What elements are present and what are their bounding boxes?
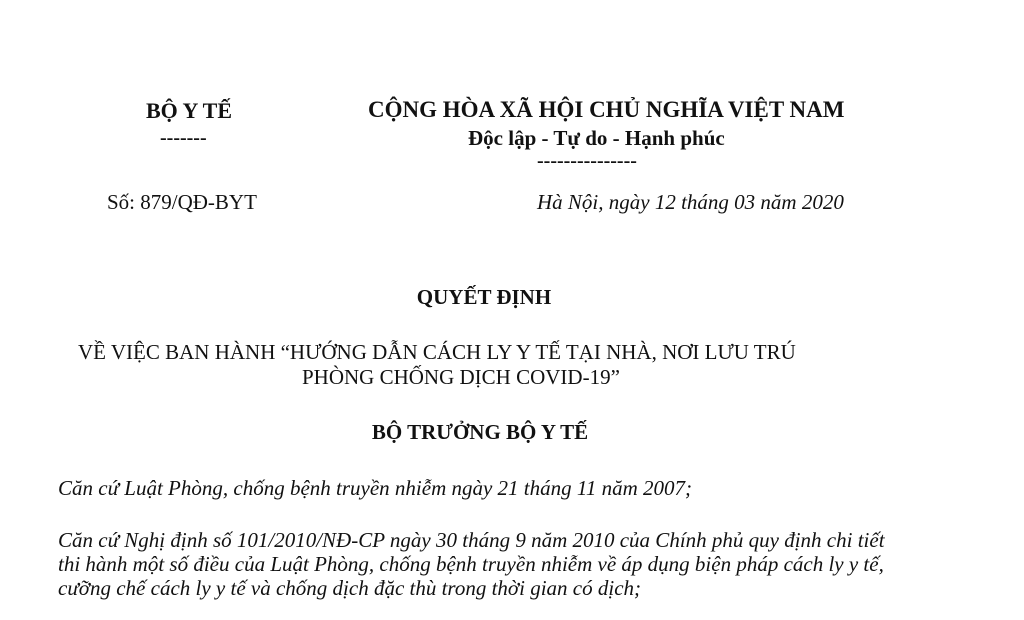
national-motto: Độc lập - Tự do - Hạnh phúc — [468, 126, 725, 150]
subject-line-1: VỀ VIỆC BAN HÀNH “HƯỚNG DẪN CÁCH LY Y TẾ TẠI NHÀ, NƠI LƯU TRÚ — [78, 340, 796, 364]
legal-basis-2: Căn cứ Nghị định số 101/2010/NĐ-CP ngày 30 tháng 9 năm 2010 của Chính phủ quy định chi tiết thi hành một số điều của Luật Phòng, chống bệnh truyền nhiễm về áp dụng biện pháp cách ly y tế, cưỡng chế cách ly y tế và chống dịch đặc thù trong thời gian có dịch; — [58, 528, 885, 600]
ministry-separator: ------- — [160, 127, 207, 149]
subject-line-2: PHÒNG CHỐNG DỊCH COVID-19” — [302, 365, 620, 389]
issuing-authority: BỘ TRƯỞNG BỘ Y TẾ — [371, 420, 589, 444]
place-and-date: Hà Nội, ngày 12 tháng 03 năm 2020 — [537, 190, 844, 214]
motto-separator: --------------- — [537, 150, 637, 172]
legal-basis-1: Căn cứ Luật Phòng, chống bệnh truyền nhiễm ngày 21 tháng 11 năm 2007; — [58, 476, 692, 500]
ministry-name: BỘ Y TẾ — [146, 98, 232, 123]
nation-name: CỘNG HÒA XÃ HỘI CHỦ NGHĨA VIỆT NAM — [368, 97, 845, 122]
document-number: Số: 879/QĐ-BYT — [107, 190, 257, 214]
document-type: QUYẾT ĐỊNH — [416, 285, 552, 309]
